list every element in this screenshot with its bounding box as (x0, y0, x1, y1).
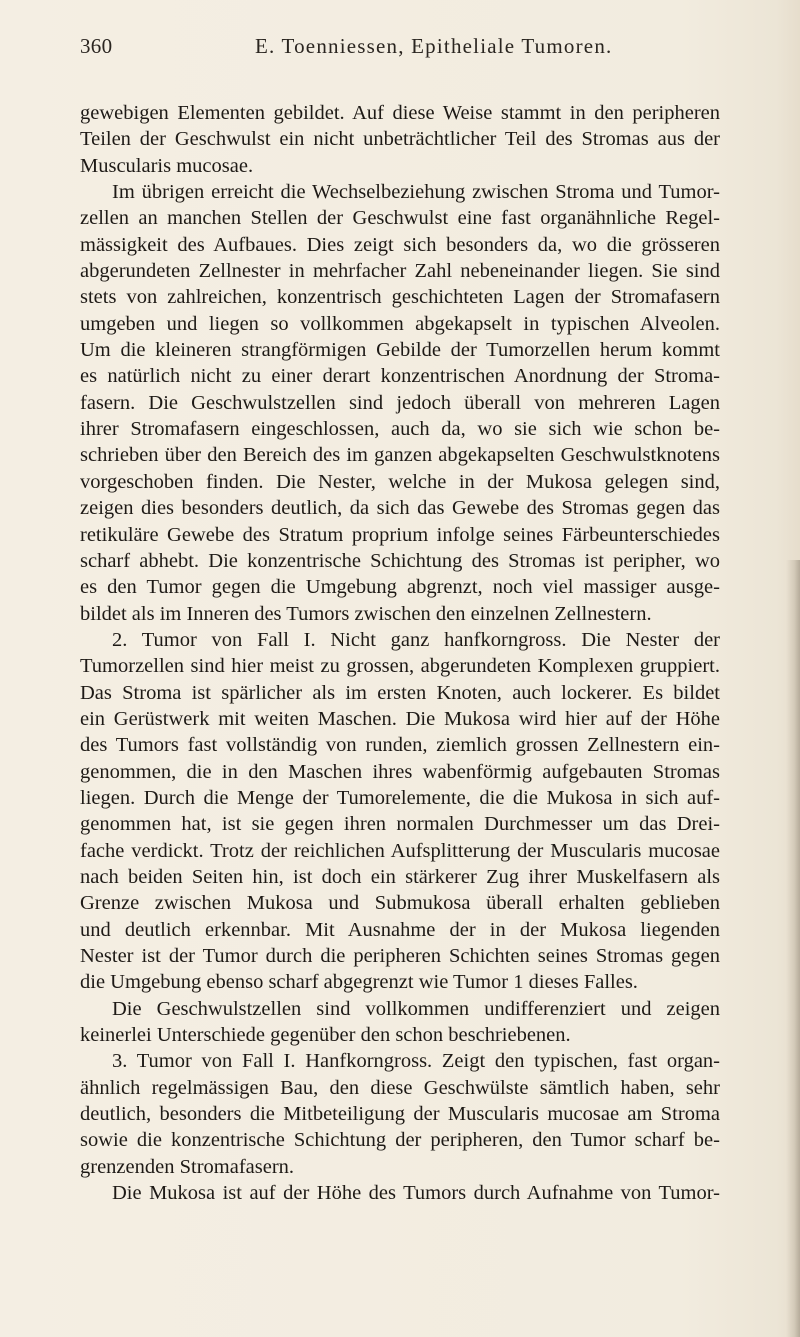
text-line: Die Geschwulstzellen sind vollkommen undifferenziert und zeigen (112, 997, 720, 1020)
text-line: zeigen dies besonders deutlich, da sich das Gewebe des Stromas gegen das (80, 497, 720, 520)
text-line: 3. Tumor von Fall I. Hanfkorngross. Zeigt den typischen, fast organ- (112, 1050, 720, 1073)
running-title: E. Toenniessen, Epitheliale Tumoren. (255, 34, 613, 58)
text-line: Im übrigen erreicht die Wechselbeziehung zwischen Stroma und Tumor- (112, 181, 720, 204)
text-line: Das Stroma ist spärlicher als im ersten Knoten, auch lockerer. Es bildet (80, 681, 720, 704)
text-line: abgerundeten Zellnester in mehrfacher Zahl nebeneinander liegen. Sie sind (80, 260, 720, 283)
body-text (80, 100, 720, 1206)
text-line: 2. Tumor von Fall I. Nicht ganz hanfkorngross. Die Nester der (112, 628, 720, 651)
text-line: und deutlich erkennbar. Mit Ausnahme der in der Mukosa liegenden (80, 918, 720, 941)
text-line: grenzenden Stromafasern. (80, 1155, 295, 1178)
text-line: umgeben und liegen so vollkommen abgekapselt in typischen Alveolen. (80, 312, 720, 335)
text-line: es natürlich nicht zu einer derart konzentrischen Anordnung der Stroma- (80, 365, 720, 388)
text-line: deutlich, besonders die Mitbeteiligung der Muscularis mucosae am Stroma (80, 1103, 720, 1126)
text-line: scharf abhebt. Die konzentrische Schichtung des Stromas ist peripher, wo (80, 549, 720, 572)
text-line: genommen, die in den Maschen ihres wabenförmig aufgebauten Stromas (80, 760, 720, 783)
text-line: Teilen der Geschwulst ein nicht unbeträchtlicher Teil des Stromas aus der (80, 128, 720, 151)
text-line: Muscularis mucosae. (80, 154, 254, 177)
text-line: liegen. Durch die Menge der Tumorelemente, die die Mukosa in sich auf- (80, 786, 720, 809)
text-line: es den Tumor gegen die Umgebung abgrenzt, noch viel massiger ausge- (80, 576, 720, 599)
text-line: stets von zahlreichen, konzentrisch geschichteten Lagen der Stromafasern (80, 286, 720, 309)
text-line: gewebigen Elementen gebildet. Auf diese Weise stammt in den peripheren (80, 102, 720, 124)
text-line: vorgeschoben finden. Die Nester, welche in der Mukosa gelegen sind, (80, 470, 720, 493)
text-line: genommen hat, ist sie gegen ihren normalen Durchmesser um das Drei- (80, 813, 720, 836)
text-line: nach beiden Seiten hin, ist doch ein stärkerer Zug ihrer Muskelfasern als (80, 865, 720, 888)
text-line: mässigkeit des Aufbaues. Dies zeigt sich besonders da, wo die grösseren (80, 233, 720, 256)
text-line: Nester ist der Tumor durch die peripheren Schichten seines Stromas gegen (80, 945, 720, 967)
page-header (80, 34, 720, 64)
text-line: die Umgebung ebenso scharf abgegrenzt wie Tumor 1 dieses Falles. (80, 971, 638, 994)
text-line: Um die kleineren strangförmigen Gebilde der Tumorzellen herum kommt (80, 339, 720, 362)
text-line: Die Mukosa ist auf der Höhe des Tumors durch Aufnahme von Tumor- (112, 1182, 720, 1205)
text-line: fache verdickt. Trotz der reichlichen Aufsplitterung der Muscularis mucosae (80, 839, 720, 862)
text-line: ähnlich regelmässigen Bau, den diese Geschwülste sämtlich haben, sehr (80, 1076, 720, 1099)
page-number: 360 (80, 34, 113, 58)
text-line: ihrer Stromafasern eingeschlossen, auch da, wo sie sich wie schon be- (80, 418, 720, 441)
page-edge-shadow (786, 560, 800, 1337)
text-line: des Tumors fast vollständig von runden, ziemlich grossen Zellnestern ein- (80, 734, 720, 757)
text-line: Tumorzellen sind hier meist zu grossen, abgerundeten Komplexen gruppiert. (80, 655, 720, 678)
text-line: sowie die konzentrische Schichtung der peripheren, den Tumor scharf be- (80, 1129, 720, 1152)
text-line: keinerlei Unterschiede gegenüber den schon beschriebenen. (80, 1024, 571, 1047)
text-line: zellen an manchen Stellen der Geschwulst eine fast organähnliche Regel- (80, 207, 720, 230)
text-line: retikuläre Gewebe des Stratum proprium infolge seines Färbeunterschiedes (80, 523, 720, 546)
text-line: bildet als im Inneren des Tumors zwischen den einzelnen Zellnestern. (80, 602, 652, 625)
text-line: fasern. Die Geschwulstzellen sind jedoch überall von mehreren Lagen (80, 391, 720, 414)
text-line: schrieben über den Bereich des im ganzen abgekapselten Geschwulstknotens (80, 444, 720, 467)
text-line: ein Gerüstwerk mit weiten Maschen. Die Mukosa wird hier auf der Höhe (80, 707, 720, 730)
text-line: Grenze zwischen Mukosa und Submukosa überall erhalten geblieben (80, 892, 720, 915)
